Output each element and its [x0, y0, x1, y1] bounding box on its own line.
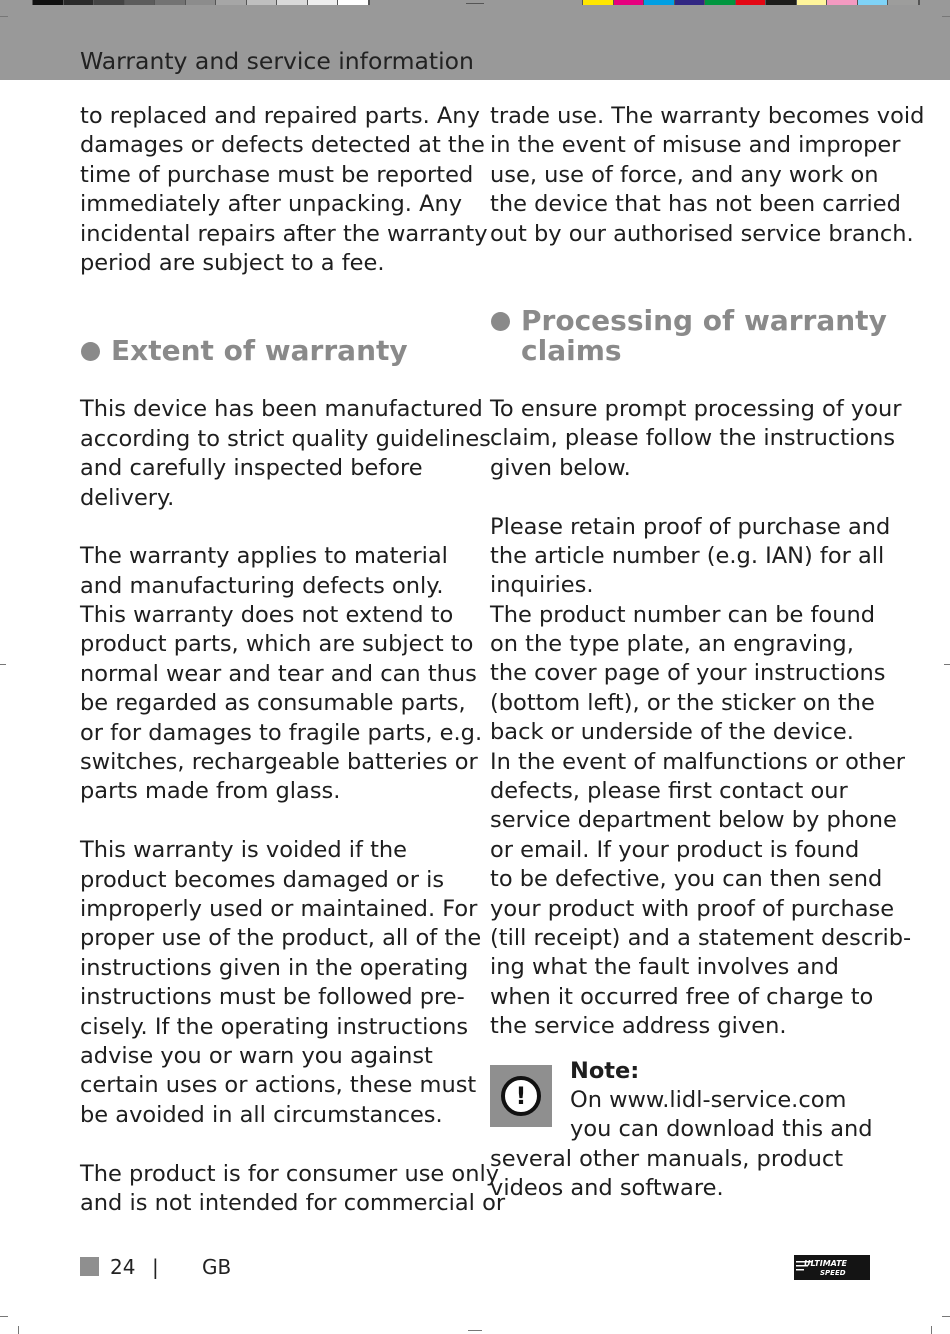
- registration-mark-bottom-icon: [468, 1330, 482, 1331]
- color-swatch: [125, 0, 156, 5]
- extent-heading: [80, 336, 460, 366]
- text-line: incidental repairs after the warranty: [80, 220, 488, 247]
- color-swatch: [583, 0, 614, 5]
- text-line: on the type plate, an engraving,: [490, 631, 854, 658]
- text-line: This warranty does not extend to: [80, 602, 454, 629]
- logo-text-bottom: SPEED: [820, 1269, 846, 1277]
- text-line: immediately after unpacking. Any: [80, 191, 463, 218]
- text-line: be avoided in all circumstances.: [80, 1101, 443, 1128]
- note-icon-box: [490, 1065, 552, 1127]
- footer-separator: |: [152, 1255, 159, 1279]
- text-line: The product number can be found: [490, 601, 875, 628]
- text-line: or for damages to fragile parts, e.g.: [80, 719, 483, 746]
- text-line: period are subject to a fee.: [80, 249, 385, 276]
- intro-paragraph: [490, 102, 925, 249]
- text-line: out by our authorised service branch.: [490, 220, 914, 247]
- crop-mark: [0, 1316, 8, 1317]
- heading-text: Extent of warranty: [111, 334, 408, 368]
- color-swatch: [216, 0, 247, 5]
- note-text-line: videos and software.: [490, 1175, 724, 1202]
- color-swatch: [766, 0, 797, 5]
- text-line: Please retain proof of purchase and: [490, 513, 891, 540]
- processing-heading: [490, 303, 887, 367]
- text-line: given below.: [490, 454, 631, 481]
- text-line: To ensure prompt processing of your: [490, 395, 902, 422]
- heading-text: claims: [521, 333, 622, 367]
- text-line: the service address given.: [490, 1013, 787, 1040]
- text-line: The product is for consumer use only: [80, 1160, 500, 1187]
- text-line: (till receipt) and a statement describ-: [490, 924, 912, 951]
- text-line: parts made from glass.: [80, 778, 341, 805]
- extent-paragraph-1: [80, 395, 491, 513]
- text-line: time of purchase must be reported: [80, 161, 474, 188]
- color-swatch: [64, 0, 95, 5]
- bullet-icon: [81, 342, 100, 361]
- language-code: GB: [202, 1255, 232, 1279]
- text-line: The warranty applies to material: [80, 543, 448, 570]
- text-line: damages or defects detected at the: [80, 132, 485, 159]
- crop-mark: [18, 1326, 19, 1334]
- color-swatch: [858, 0, 889, 5]
- crop-mark: [944, 664, 950, 665]
- intro-paragraph: [80, 102, 488, 278]
- crop-mark: [942, 16, 950, 17]
- text-line: proper use of the product, all of the: [80, 925, 482, 952]
- text-line: trade use. The warranty becomes void: [490, 103, 925, 129]
- extent-paragraph-4: [80, 1160, 506, 1219]
- text-line: to replaced and repaired parts. Any: [80, 103, 480, 129]
- color-swatch: [338, 0, 369, 5]
- text-line: advise you or warn you against: [80, 1042, 433, 1069]
- extent-paragraph-3: [80, 836, 482, 1130]
- processing-paragraph-2: [490, 513, 912, 1042]
- bullet-icon: [491, 312, 510, 331]
- extent-paragraph-2: [80, 542, 483, 807]
- crop-mark: [931, 1326, 932, 1334]
- note-text-line: several other manuals, product: [490, 1145, 844, 1172]
- crop-mark: [0, 664, 6, 665]
- text-line: improperly used or maintained. For: [80, 895, 478, 922]
- text-line: delivery.: [80, 484, 175, 511]
- text-line: to be defective, you can then send: [490, 866, 883, 893]
- note-text-line: you can download this and: [570, 1116, 873, 1143]
- processing-paragraph-1: [490, 395, 902, 483]
- color-swatch: [827, 0, 858, 5]
- note-block: [490, 1057, 873, 1204]
- text-line: ing what the fault involves and: [490, 954, 839, 981]
- color-swatch: [155, 0, 186, 5]
- text-line: the article number (e.g. IAN) for all: [490, 542, 885, 569]
- text-line: This device has been manufactured: [80, 396, 483, 423]
- color-swatch: [888, 0, 919, 5]
- color-swatch: [247, 0, 278, 5]
- text-line: and manufacturing defects only.: [80, 572, 444, 599]
- text-line: (bottom left), or the sticker on the: [490, 689, 875, 716]
- text-line: when it occurred free of charge to: [490, 983, 874, 1010]
- text-line: be regarded as consumable parts,: [80, 690, 466, 717]
- text-line: and is not intended for commercial or: [80, 1189, 506, 1216]
- text-line: cisely. If the operating instructions: [80, 1013, 469, 1040]
- color-swatch: [705, 0, 736, 5]
- ultimate-speed-logo: [794, 1255, 870, 1280]
- text-line: certain uses or actions, these must: [80, 1072, 477, 1099]
- text-line: normal wear and tear and can thus: [80, 660, 477, 687]
- note-text-line: On www.lidl-service.com: [570, 1086, 847, 1113]
- text-line: product parts, which are subject to: [80, 631, 474, 658]
- right-column: [490, 102, 925, 1204]
- text-line: product becomes damaged or is: [80, 866, 445, 893]
- page-section-title: Warranty and service information: [80, 47, 474, 75]
- text-line: your product with proof of purchase: [490, 895, 895, 922]
- text-line: inquiries.: [490, 572, 594, 599]
- heading-text: Processing of warranty: [521, 303, 887, 337]
- exclamation-icon: !: [501, 1076, 541, 1116]
- color-swatch: [33, 0, 64, 5]
- text-line: This warranty is voided if the: [80, 837, 408, 864]
- color-swatch: [614, 0, 645, 5]
- left-column: [80, 102, 506, 1218]
- color-swatch: [186, 0, 217, 5]
- registration-mark-icon: [466, 0, 484, 4]
- text-line: the device that has not been carried: [490, 191, 901, 218]
- note-title: Note:: [570, 1057, 640, 1084]
- text-line: or email. If your product is found: [490, 836, 860, 863]
- footer-marker-square: [80, 1257, 99, 1276]
- color-calibration-strip: [582, 0, 920, 5]
- crop-mark: [942, 1316, 950, 1317]
- text-line: according to strict quality guidelines: [80, 425, 491, 452]
- text-line: In the event of malfunctions or other: [490, 748, 906, 775]
- text-line: back or underside of the device.: [490, 719, 854, 746]
- color-swatch: [94, 0, 125, 5]
- text-line: and carefully inspected before: [80, 455, 423, 482]
- text-line: instructions must be followed pre-: [80, 984, 465, 1011]
- page-number: 24: [110, 1255, 136, 1279]
- text-line: the cover page of your instructions: [490, 660, 886, 687]
- text-line: claim, please follow the instructions: [490, 425, 896, 452]
- text-line: use, use of force, and any work on: [490, 161, 879, 188]
- color-swatch: [736, 0, 767, 5]
- text-line: service department below by phone: [490, 807, 897, 834]
- gray-calibration-strip: [32, 0, 370, 5]
- text-line: in the event of misuse and improper: [490, 132, 901, 159]
- color-swatch: [308, 0, 339, 5]
- color-swatch: [277, 0, 308, 5]
- color-swatch: [797, 0, 828, 5]
- text-line: defects, please first contact our: [490, 778, 848, 805]
- text-line: switches, rechargeable batteries or: [80, 749, 478, 776]
- color-swatch: [675, 0, 706, 5]
- logo-text-top: ULTIMATE: [804, 1259, 848, 1268]
- color-swatch: [644, 0, 675, 5]
- crop-mark: [0, 16, 8, 17]
- text-line: instructions given in the operating: [80, 954, 469, 981]
